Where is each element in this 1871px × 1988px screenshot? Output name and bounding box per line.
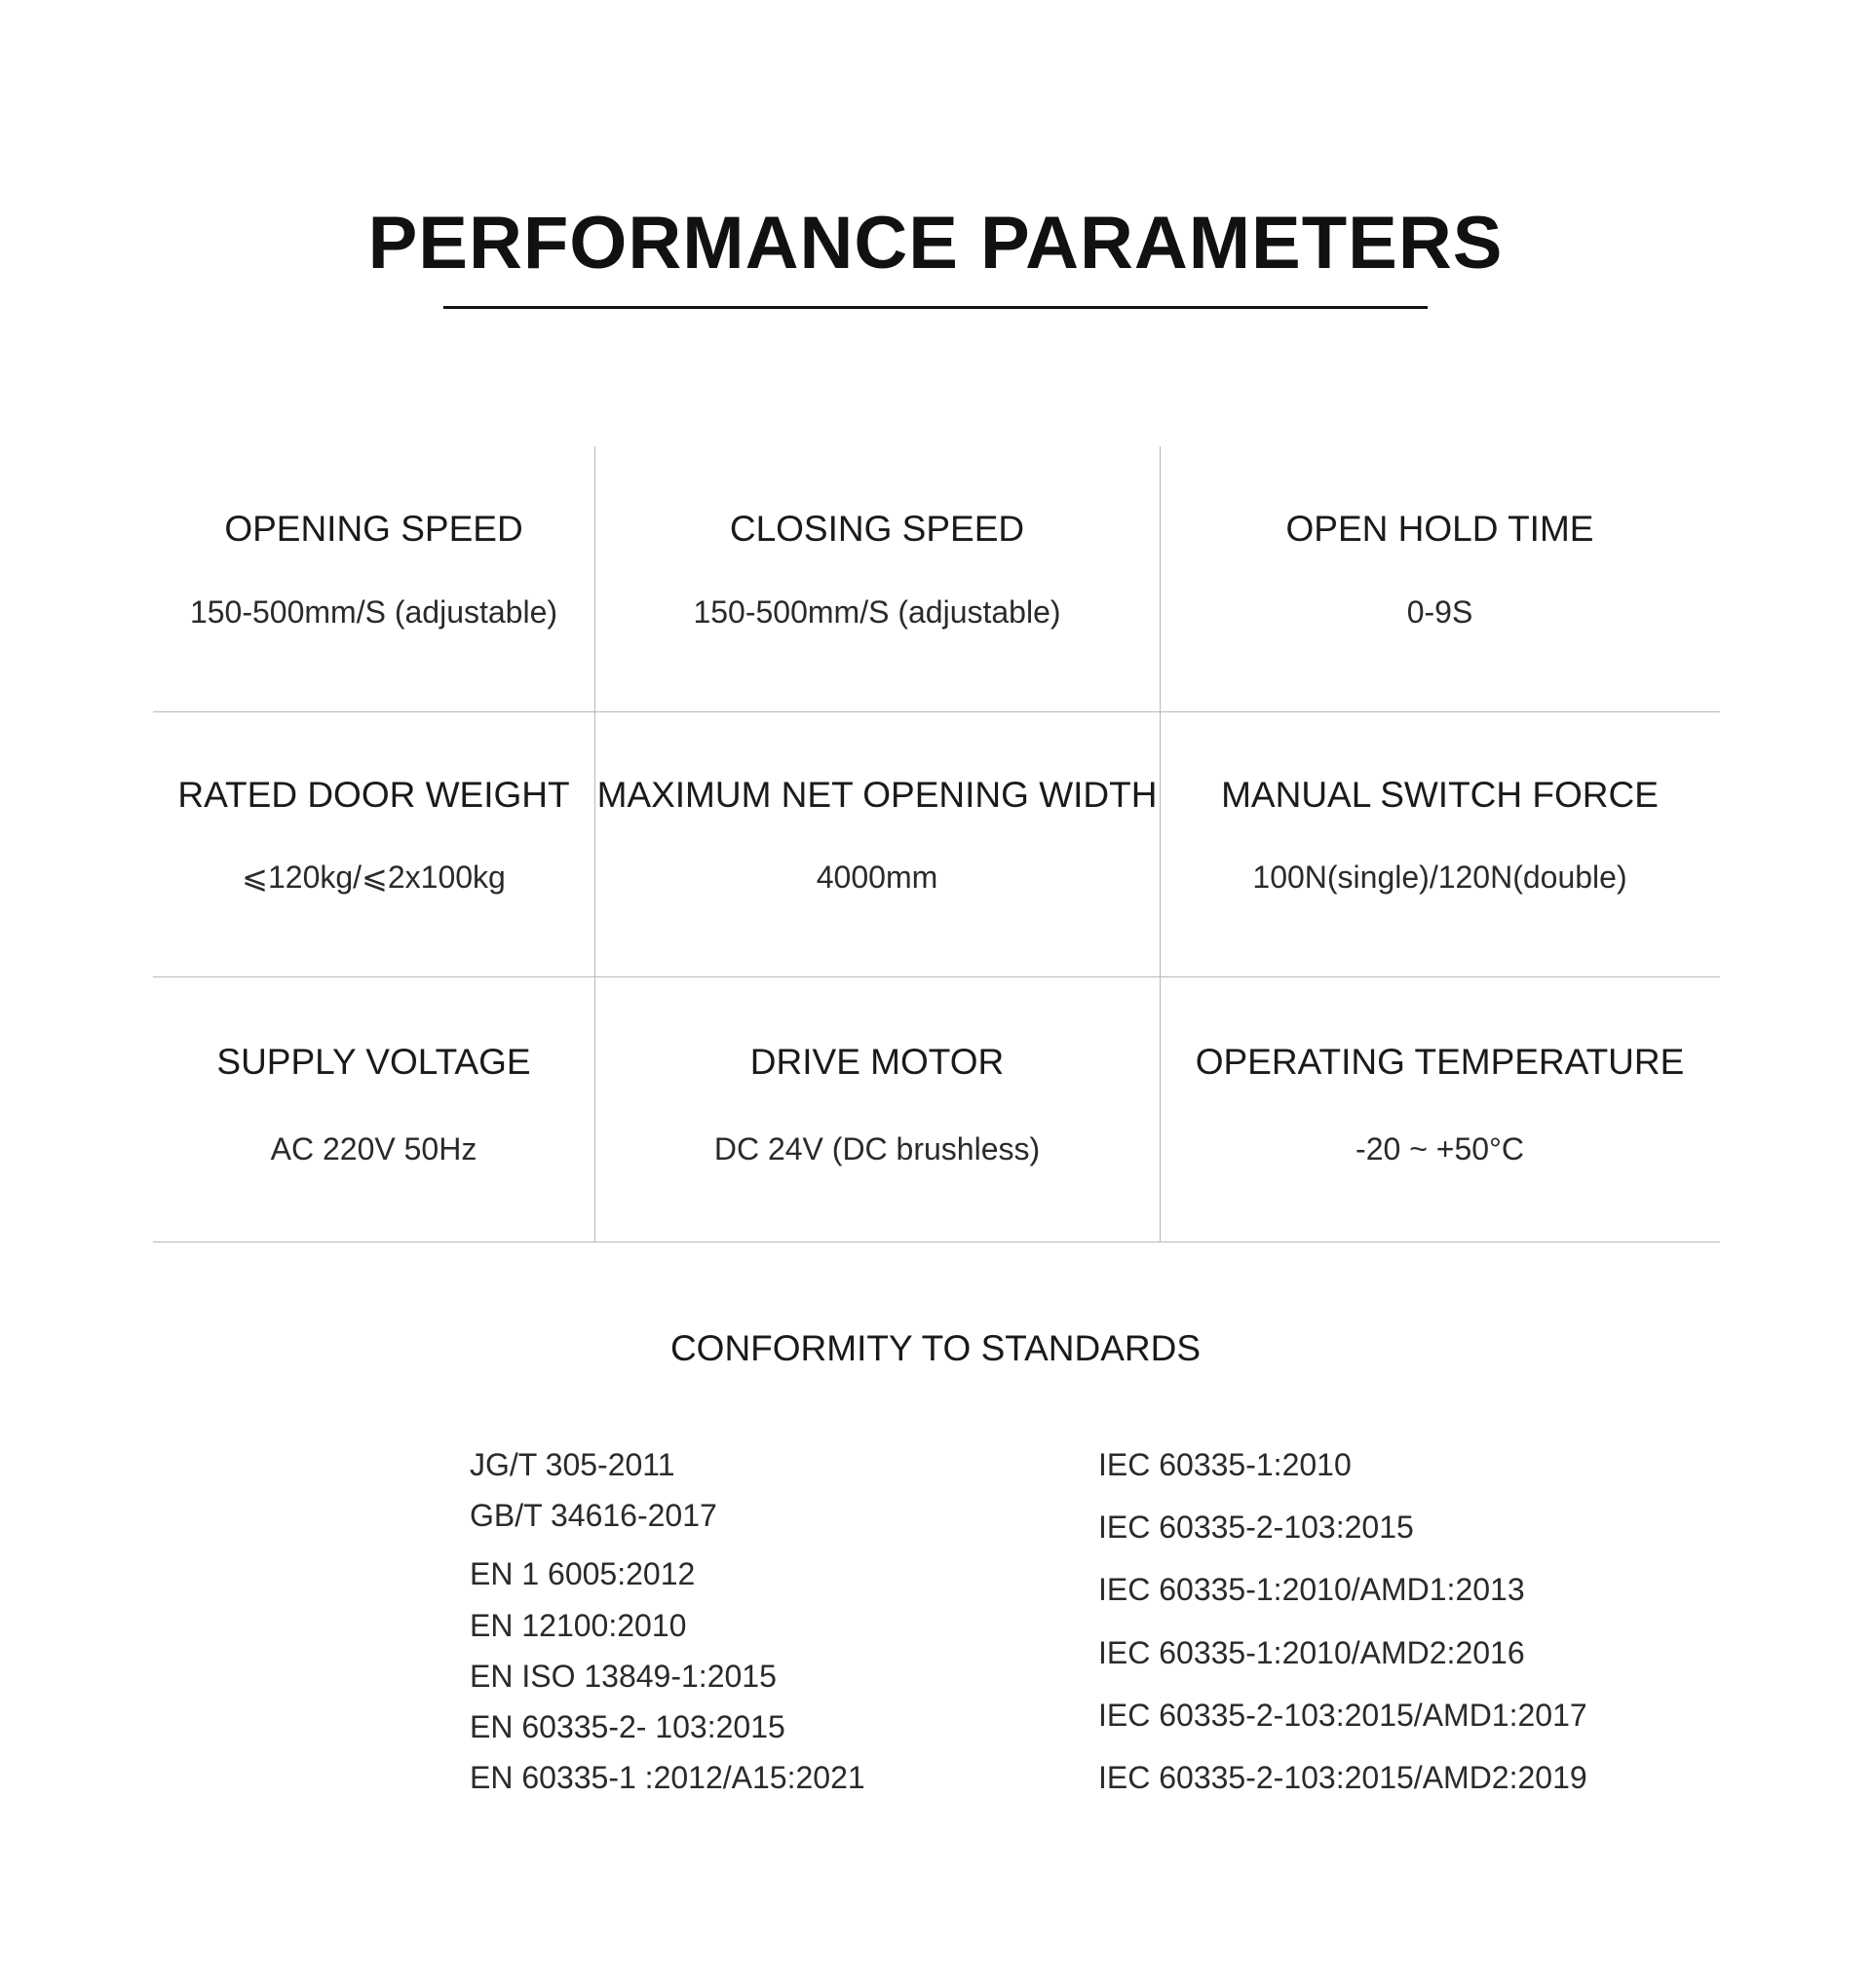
standard-item: IEC 60335-1:2010/AMD1:2013 bbox=[1098, 1572, 1525, 1607]
param-label: MANUAL SWITCH FORCE bbox=[1221, 775, 1659, 815]
param-cell-supply-voltage bbox=[153, 976, 594, 1242]
standard-item: IEC 60335-2-103:2015 bbox=[1098, 1510, 1414, 1545]
param-value: 0-9S bbox=[1406, 594, 1473, 630]
standard-item: IEC 60335-2-103:2015/AMD2:2019 bbox=[1098, 1760, 1587, 1795]
param-cell-closing-speed bbox=[594, 446, 1160, 711]
param-label: OPENING SPEED bbox=[224, 509, 523, 549]
standard-item: EN 12100:2010 bbox=[470, 1608, 687, 1643]
param-value: 150-500mm/S (adjustable) bbox=[693, 594, 1061, 630]
param-label: SUPPLY VOLTAGE bbox=[216, 1042, 531, 1082]
param-value: ⩽120kg/⩽2x100kg bbox=[242, 860, 506, 895]
param-cell-max-net-opening-width bbox=[594, 711, 1160, 976]
param-cell-rated-door-weight bbox=[153, 711, 594, 976]
standards-title: CONFORMITY TO STANDARDS bbox=[669, 1328, 1202, 1368]
param-cell-operating-temperature bbox=[1160, 976, 1720, 1242]
param-label: CLOSING SPEED bbox=[729, 509, 1025, 549]
parameters-grid bbox=[153, 446, 1720, 1242]
standard-item: EN 60335-2- 103:2015 bbox=[470, 1709, 785, 1744]
param-value: 150-500mm/S (adjustable) bbox=[189, 594, 558, 630]
param-value: -20 ~ +50°C bbox=[1356, 1131, 1524, 1166]
param-cell-manual-switch-force bbox=[1160, 711, 1720, 976]
param-value: 100N(single)/120N(double) bbox=[1252, 860, 1627, 895]
standard-item: IEC 60335-2-103:2015/AMD1:2017 bbox=[1098, 1698, 1587, 1733]
standard-item: GB/T 34616-2017 bbox=[470, 1498, 717, 1533]
param-label: OPEN HOLD TIME bbox=[1285, 509, 1594, 549]
standard-item: JG/T 305-2011 bbox=[470, 1447, 675, 1482]
standard-item: IEC 60335-1:2010 bbox=[1098, 1447, 1352, 1482]
standard-item: EN 60335-1 :2012/A15:2021 bbox=[470, 1760, 865, 1795]
param-label: OPERATING TEMPERATURE bbox=[1195, 1042, 1685, 1082]
standard-item: EN ISO 13849-1:2015 bbox=[470, 1659, 777, 1694]
param-value: AC 220V 50Hz bbox=[270, 1131, 477, 1166]
param-label: DRIVE MOTOR bbox=[749, 1042, 1005, 1082]
param-label: MAXIMUM NET OPENING WIDTH bbox=[596, 775, 1158, 815]
standard-item: IEC 60335-1:2010/AMD2:2016 bbox=[1098, 1635, 1525, 1670]
page-title: PERFORMANCE PARAMETERS bbox=[367, 202, 1504, 285]
param-value: DC 24V (DC brushless) bbox=[713, 1131, 1041, 1166]
param-label: RATED DOOR WEIGHT bbox=[177, 775, 570, 815]
standard-item: EN 1 6005:2012 bbox=[470, 1556, 696, 1591]
param-cell-open-hold-time bbox=[1160, 446, 1720, 711]
param-cell-drive-motor bbox=[594, 976, 1160, 1242]
title-underline bbox=[443, 306, 1428, 309]
param-value: 4000mm bbox=[816, 860, 938, 895]
param-cell-opening-speed bbox=[153, 446, 594, 711]
